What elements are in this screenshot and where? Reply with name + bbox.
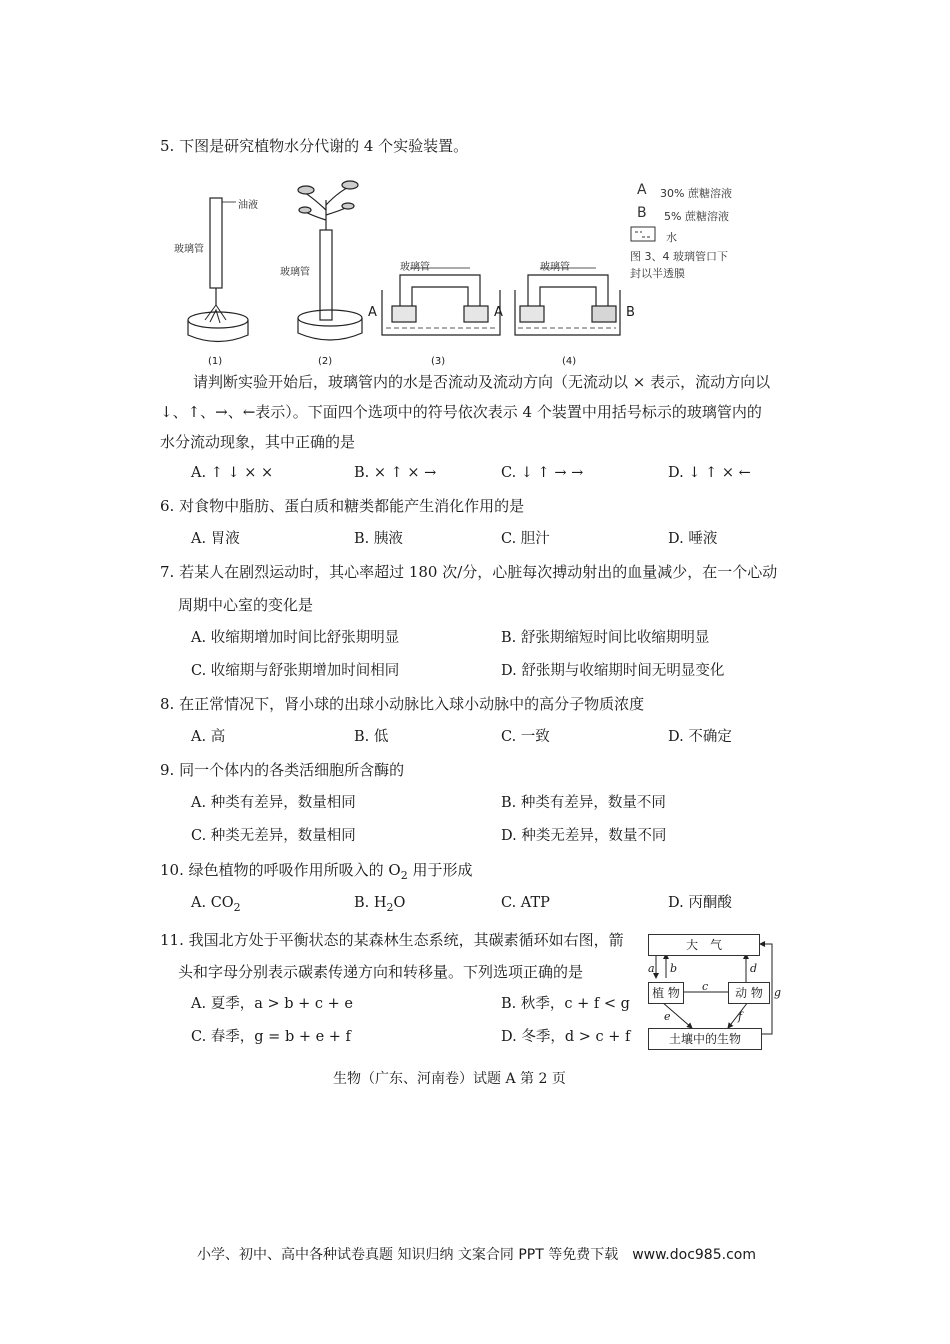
bottom-banner: 小学、初中、高中各种试卷真题 知识归纳 文案合同 PPT 等免费下载 www.doc985.com: [197, 1247, 756, 1263]
q10-option-a[interactable]: A. $CO_2$: [191, 895, 241, 914]
q7-option-a[interactable]: A. 收缩期增加时间比舒张期明显: [191, 630, 400, 646]
q5-option-c[interactable]: C. ↓ ↑ → →: [501, 465, 584, 481]
q8-option-b[interactable]: B. 低: [354, 729, 389, 745]
q8-option-c[interactable]: C. 一致: [501, 729, 550, 745]
mark-a-right: A: [494, 305, 503, 320]
carbon-label-b: b: [670, 962, 678, 975]
label-tube-2: 玻璃管: [280, 267, 310, 278]
legend-water: 水: [666, 231, 677, 244]
q8-option-d[interactable]: D. 不确定: [668, 729, 732, 745]
q5-option-a[interactable]: A. ↑ ↓ × ×: [191, 465, 274, 481]
caption-2: (2): [318, 356, 333, 367]
q8-option-a[interactable]: A. 高: [191, 729, 226, 745]
setup-4-drawing: [515, 268, 620, 335]
q9-option-a[interactable]: A. 种类有差异，数量相同: [191, 795, 356, 811]
carbon-box-plant: 植 物: [648, 982, 684, 1004]
carbon-label-d: d: [750, 962, 758, 975]
page-footer: 生物（广东、河南卷）试题 A 第 2 页: [333, 1071, 566, 1087]
q10-option-c[interactable]: C. ATP: [501, 895, 550, 911]
q6-stem: 6. 对食物中脂肪、蛋白质和糖类都能产生消化作用的是: [160, 497, 525, 515]
q11-option-b[interactable]: B. 秋季，c + f < g: [501, 996, 630, 1012]
legend-note-2: 封以半透膜: [630, 267, 685, 280]
q7-option-b[interactable]: B. 舒张期缩短时间比收缩期明显: [501, 630, 710, 646]
q11-stem-2: 头和字母分别表示碳素传递方向和转移量。下列选项正确的是: [178, 963, 584, 981]
carbon-label-a: a: [648, 962, 655, 975]
q10-option-b[interactable]: B. $H_2O$: [354, 895, 406, 914]
setup-1-drawing: [188, 198, 248, 342]
q8-stem: 8. 在正常情况下，肾小球的出球小动脉比入球小动脉中的高分子物质浓度: [160, 695, 645, 713]
q7-option-c[interactable]: C. 收缩期与舒张期增加时间相同: [191, 663, 400, 679]
q11-option-d[interactable]: D. 冬季，d > c + f: [501, 1029, 631, 1045]
mark-b: B: [626, 305, 635, 320]
legend-a-letter: A: [637, 182, 647, 198]
legend-a-text: 30% 蔗糖溶液: [660, 187, 732, 200]
q5-para-1: 请判断实验开始后，玻璃管内的水是否流动及流动方向（无流动以 × 表示，流动方向以: [193, 373, 771, 391]
setup-2-drawing: [298, 181, 362, 340]
legend-note-1: 图 3、4 玻璃管口下: [630, 250, 728, 263]
q5-option-b[interactable]: B. × ↑ × →: [354, 465, 437, 481]
q7-stem-1: 7. 若某人在剧烈运动时，其心率超过 180 次/分，心脏每次搏动射出的血量减少，在一个心动: [160, 563, 778, 581]
q11-option-c[interactable]: C. 春季，g = b + e + f: [191, 1029, 351, 1045]
label-tube-3: 玻璃管: [400, 262, 430, 273]
label-tube-4: 玻璃管: [540, 262, 570, 273]
carbon-label-g: g: [774, 986, 782, 999]
legend-b-letter: B: [637, 205, 647, 221]
carbon-label-c: c: [702, 980, 709, 993]
label-oil: 油液: [238, 200, 258, 211]
q5-option-d[interactable]: D. ↓ ↑ × ←: [668, 465, 751, 481]
q11-stem-1: 11. 我国北方处于平衡状态的某森林生态系统，其碳素循环如右图，箭: [160, 931, 624, 949]
legend-b-text: 5% 蔗糖溶液: [664, 210, 729, 223]
setup-3-drawing: [382, 268, 500, 335]
q9-option-c[interactable]: C. 种类无差异，数量相同: [191, 828, 356, 844]
label-tube-1: 玻璃管: [174, 244, 204, 255]
q11-option-a[interactable]: A. 夏季，a > b + c + e: [191, 996, 353, 1012]
q6-option-d[interactable]: D. 唾液: [668, 531, 718, 547]
carbon-box-animal: 动 物: [728, 982, 770, 1004]
q10-stem: 10. 绿色植物的呼吸作用所吸入的 $O_2$ 用于形成: [160, 861, 473, 882]
legend-water-swatch: [630, 226, 656, 242]
carbon-box-soil: 土壤中的生物: [648, 1028, 762, 1050]
q7-option-d[interactable]: D. 舒张期与收缩期时间无明显变化: [501, 663, 725, 679]
carbon-label-e: e: [664, 1010, 671, 1023]
q7-stem-2: 周期中心室的变化是: [178, 596, 314, 614]
carbon-label-f: f: [738, 1010, 743, 1023]
q6-option-a[interactable]: A. 胃液: [191, 531, 240, 547]
q5-stem: 5. 下图是研究植物水分代谢的 4 个实验装置。: [160, 137, 469, 155]
caption-3: (3): [431, 356, 446, 367]
q10-option-d[interactable]: D. 丙酮酸: [668, 895, 732, 911]
q5-para-2: ↓、↑、→、←表示）。下面四个选项中的符号依次表示 4 个装置中用括号标示的玻璃管内的: [160, 403, 762, 421]
q6-option-b[interactable]: B. 胰液: [354, 531, 403, 547]
mark-a-left: A: [368, 305, 377, 320]
carbon-box-atmosphere: 大 气: [648, 934, 760, 956]
caption-4: (4): [562, 356, 577, 367]
q9-option-d[interactable]: D. 种类无差异，数量不同: [501, 828, 667, 844]
q9-stem: 9. 同一个体内的各类活细胞所含酶的: [160, 761, 405, 779]
q9-option-b[interactable]: B. 种类有差异，数量不同: [501, 795, 666, 811]
q5-para-3: 水分流动现象，其中正确的是: [160, 433, 356, 451]
caption-1: (1): [208, 356, 223, 367]
q6-option-c[interactable]: C. 胆汁: [501, 531, 550, 547]
